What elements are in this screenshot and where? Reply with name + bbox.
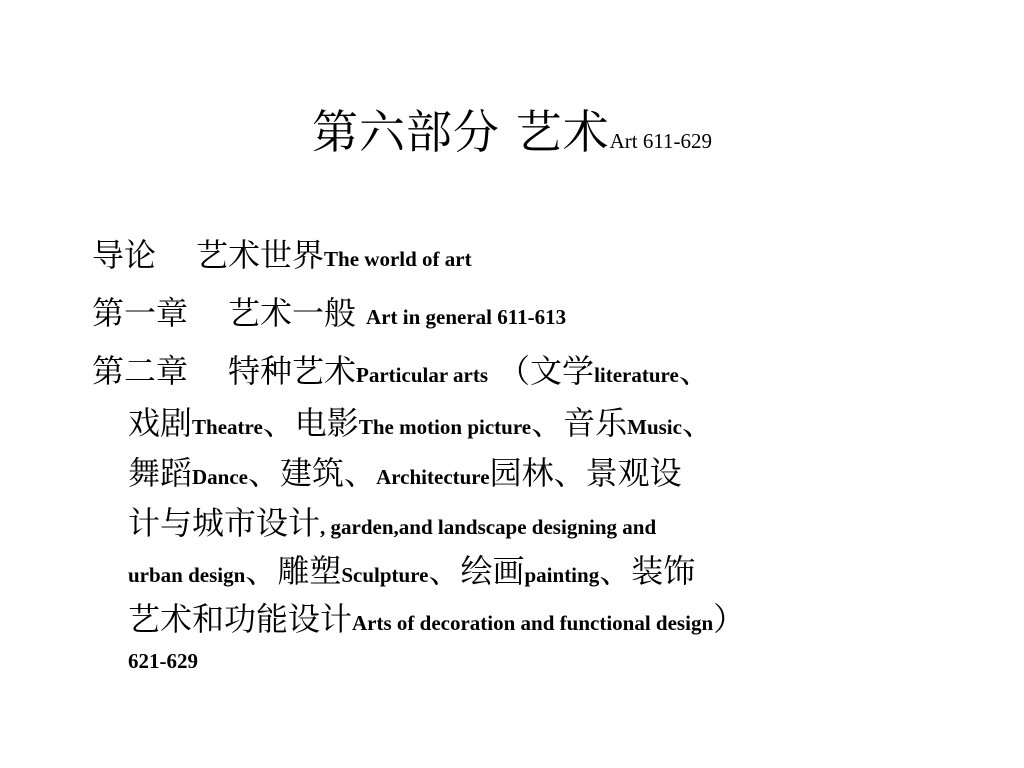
landscape-cn-part-1: 景观设 xyxy=(585,454,682,492)
chapter-2-range: 621-629 xyxy=(128,649,198,673)
literature-en: literature xyxy=(594,363,679,387)
chapter-1-label: 第一章 xyxy=(92,294,189,332)
sculpture-cn: 雕塑 xyxy=(277,552,342,590)
literature-cn: 文学 xyxy=(530,352,595,390)
list-item-chapter-1 xyxy=(92,286,972,340)
separator: 、 xyxy=(681,404,714,442)
paren-close: ） xyxy=(713,600,746,638)
introduction-label: 导论 xyxy=(92,236,157,274)
list-item-chapter-2 xyxy=(92,344,972,398)
separator: 、 xyxy=(599,552,632,590)
introduction-title-en: The world of art xyxy=(324,247,472,271)
landscape-en-part-1: , garden,and landscape designing and xyxy=(320,515,657,539)
detail-line xyxy=(128,548,972,594)
film-cn: 电影 xyxy=(294,404,359,442)
decoration-cn-part-1: 装饰 xyxy=(631,552,696,590)
film-en: The motion picture xyxy=(358,415,532,439)
separator: 、 xyxy=(531,404,564,442)
separator: 、 xyxy=(262,404,295,442)
separator: 、 xyxy=(248,454,281,492)
architecture-en: Architecture xyxy=(376,465,490,489)
title-chinese: 第六部分 艺术 xyxy=(311,105,610,159)
separator: 、 xyxy=(553,454,586,492)
sculpture-en: Sculpture xyxy=(341,563,429,587)
separator: 、 xyxy=(428,552,461,590)
painting-cn: 绘画 xyxy=(460,552,525,590)
separator: 、 xyxy=(678,352,711,390)
painting-en: painting xyxy=(524,563,600,587)
chapter-2-details xyxy=(92,398,972,678)
architecture-cn: 建筑 xyxy=(280,454,345,492)
detail-line xyxy=(128,398,972,448)
music-cn: 音乐 xyxy=(563,404,628,442)
separator: 、 xyxy=(344,454,377,492)
title-english: Art 611-629 xyxy=(609,129,713,153)
dance-cn: 舞蹈 xyxy=(128,454,193,492)
chapter-2-title-cn: 特种艺术 xyxy=(228,352,357,390)
garden-cn: 园林 xyxy=(489,454,554,492)
landscape-cn-part-2: 计与城市设计 xyxy=(128,504,321,542)
detail-line xyxy=(128,644,972,678)
theatre-en: Theatre xyxy=(192,415,263,439)
theatre-cn: 戏剧 xyxy=(128,404,193,442)
slide-body xyxy=(92,228,972,678)
dance-en: Dance xyxy=(192,465,249,489)
introduction-title-cn: 艺术世界 xyxy=(196,236,325,274)
separator: 、 xyxy=(245,552,278,590)
chapter-1-title-cn: 艺术一般 xyxy=(228,294,357,332)
detail-line xyxy=(128,498,972,548)
landscape-en-part-2: urban design xyxy=(128,563,246,587)
decoration-cn-part-2: 艺术和功能设计 xyxy=(128,600,353,638)
paren-open: （ xyxy=(498,352,531,390)
slide-title xyxy=(0,96,1024,162)
music-en: Music xyxy=(627,415,682,439)
chapter-1-title-en: Art in general 611-613 xyxy=(366,305,567,329)
decoration-en: Arts of decoration and functional design xyxy=(352,611,714,635)
chapter-2-label: 第二章 xyxy=(92,352,189,390)
detail-line xyxy=(128,594,972,644)
list-item-introduction xyxy=(92,228,972,282)
detail-line xyxy=(128,448,972,498)
chapter-2-title-en: Particular arts xyxy=(356,363,489,387)
